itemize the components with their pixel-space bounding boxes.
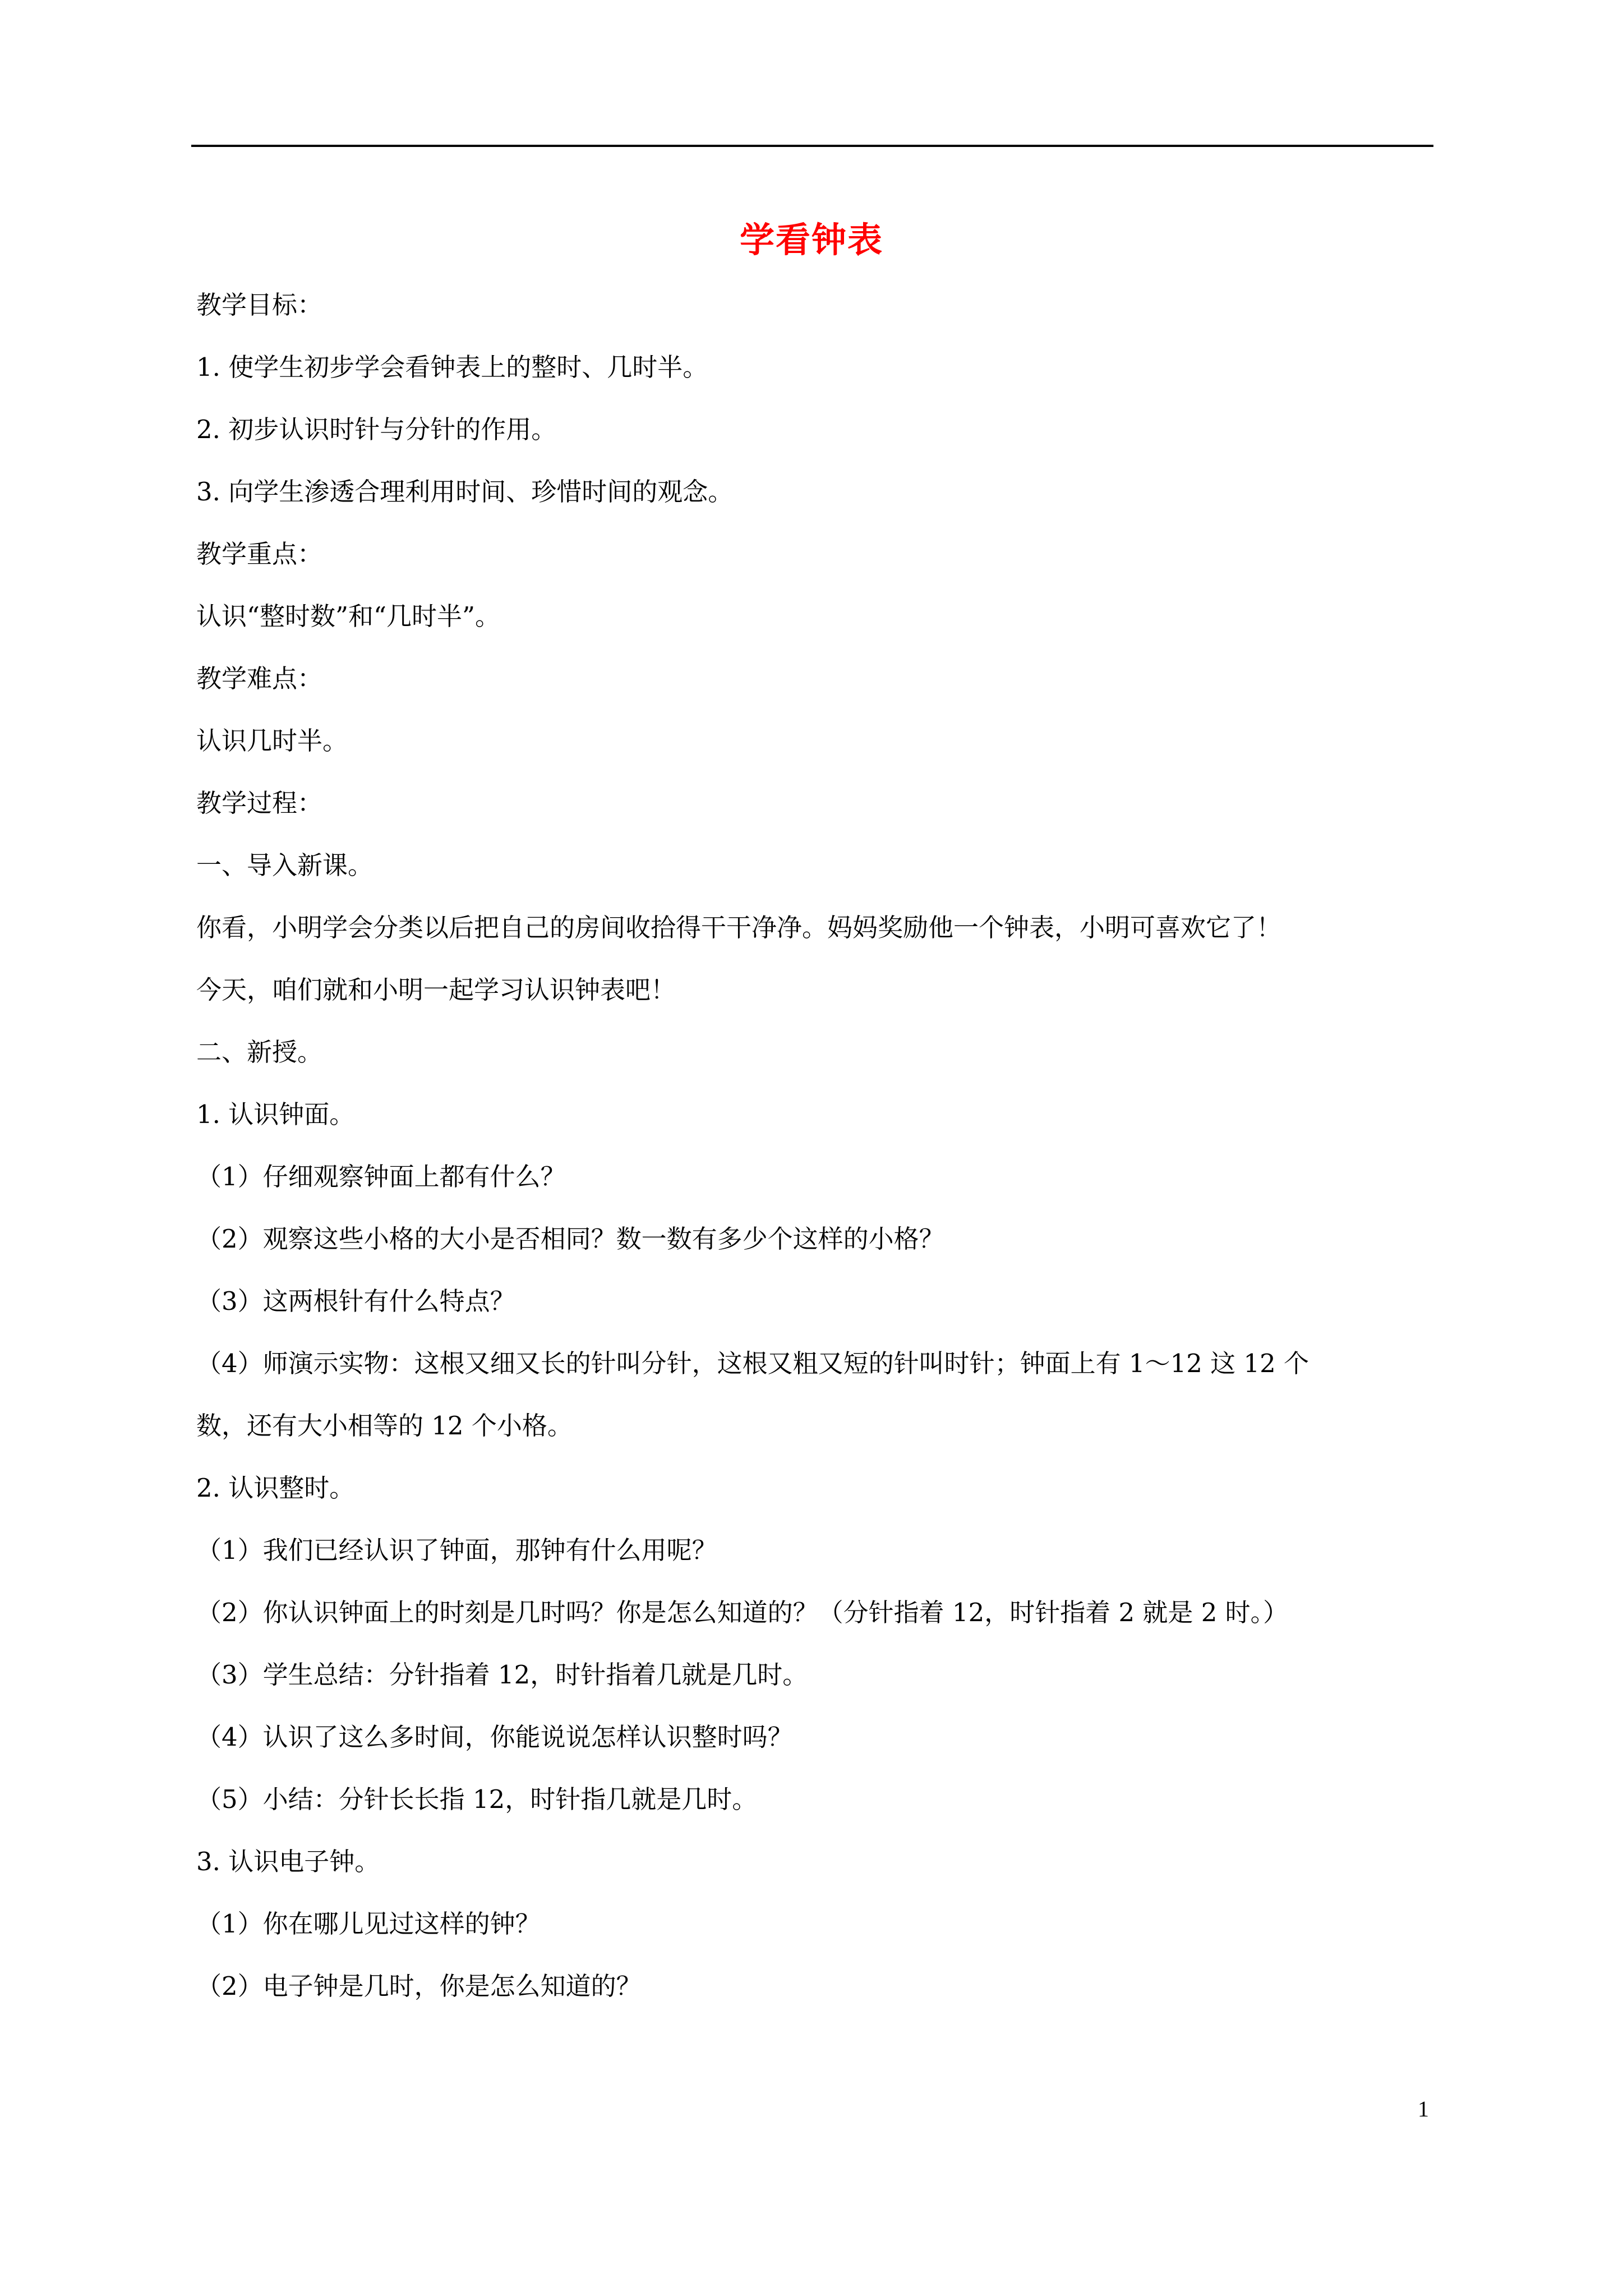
- list-item: （3）这两根针有什么特点？: [196, 1286, 515, 1316]
- list-item: （1）你在哪儿见过这样的钟？: [196, 1909, 541, 1939]
- objective-item-2: 2. 初步认识时针与分针的作用。: [196, 415, 557, 444]
- objective-item-3: 3. 向学生渗透合理利用时间、珍惜时间的观念。: [196, 477, 734, 507]
- list-item: （4）师演示实物：这根又细又长的针叫分针，这根又粗又短的针叫时针；钟面上有 1～12 这 12 个: [196, 1349, 1310, 1378]
- header-rule: [191, 145, 1433, 147]
- process-step-intro: 一、导入新课。: [196, 850, 374, 880]
- key-point-text: 认识“整时数”和“几时半”。: [196, 601, 501, 631]
- list-item: （3）学生总结：分针指着 12，时针指着几就是几时。: [196, 1660, 808, 1690]
- list-item: （2）观察这些小格的大小是否相同？数一数有多少个这样的小格？: [196, 1224, 944, 1254]
- difficulty-text: 认识几时半。: [196, 726, 348, 756]
- list-item: （4）认识了这么多时间，你能说说怎样认识整时吗？: [196, 1722, 793, 1752]
- section-heading-objectives: 教学目标：: [196, 290, 323, 320]
- list-item: （1）我们已经认识了钟面，那钟有什么用呢？: [196, 1535, 717, 1565]
- list-item: （2）你认识钟面上的时刻是几时吗？你是怎么知道的？（分针指着 12，时针指着 2 就是 2 时。）: [196, 1598, 1289, 1627]
- section-heading-process: 教学过程：: [196, 788, 323, 818]
- subsection-digital-clock: 3. 认识电子钟。: [196, 1847, 380, 1876]
- section-heading-key-points: 教学重点：: [196, 539, 323, 569]
- page-number: 1: [1418, 2096, 1429, 2122]
- document-title: 学看钟表: [739, 219, 883, 260]
- subsection-clock-face: 1. 认识钟面。: [196, 1099, 355, 1129]
- list-item-continuation: 数，还有大小相等的 12 个小格。: [196, 1411, 573, 1441]
- list-item: （2）电子钟是几时，你是怎么知道的？: [196, 1971, 642, 2001]
- paragraph-line: 你看，小明学会分类以后把自己的房间收拾得干干净净。妈妈奖励他一个钟表，小明可喜欢它了！: [196, 913, 1282, 942]
- paragraph-line: 今天，咱们就和小明一起学习认识钟表吧！: [196, 975, 676, 1005]
- section-heading-difficulties: 教学难点：: [196, 664, 323, 693]
- process-step-new-lesson: 二、新授。: [196, 1037, 323, 1067]
- document-body: [196, 289, 1447, 2033]
- subsection-whole-hours: 2. 认识整时。: [196, 1473, 355, 1503]
- list-item: （5）小结：分针长长指 12，时针指几就是几时。: [196, 1784, 758, 1814]
- list-item: （1）仔细观察钟面上都有什么？: [196, 1162, 566, 1191]
- objective-item-1: 1. 使学生初步学会看钟表上的整时、几时半。: [196, 352, 708, 382]
